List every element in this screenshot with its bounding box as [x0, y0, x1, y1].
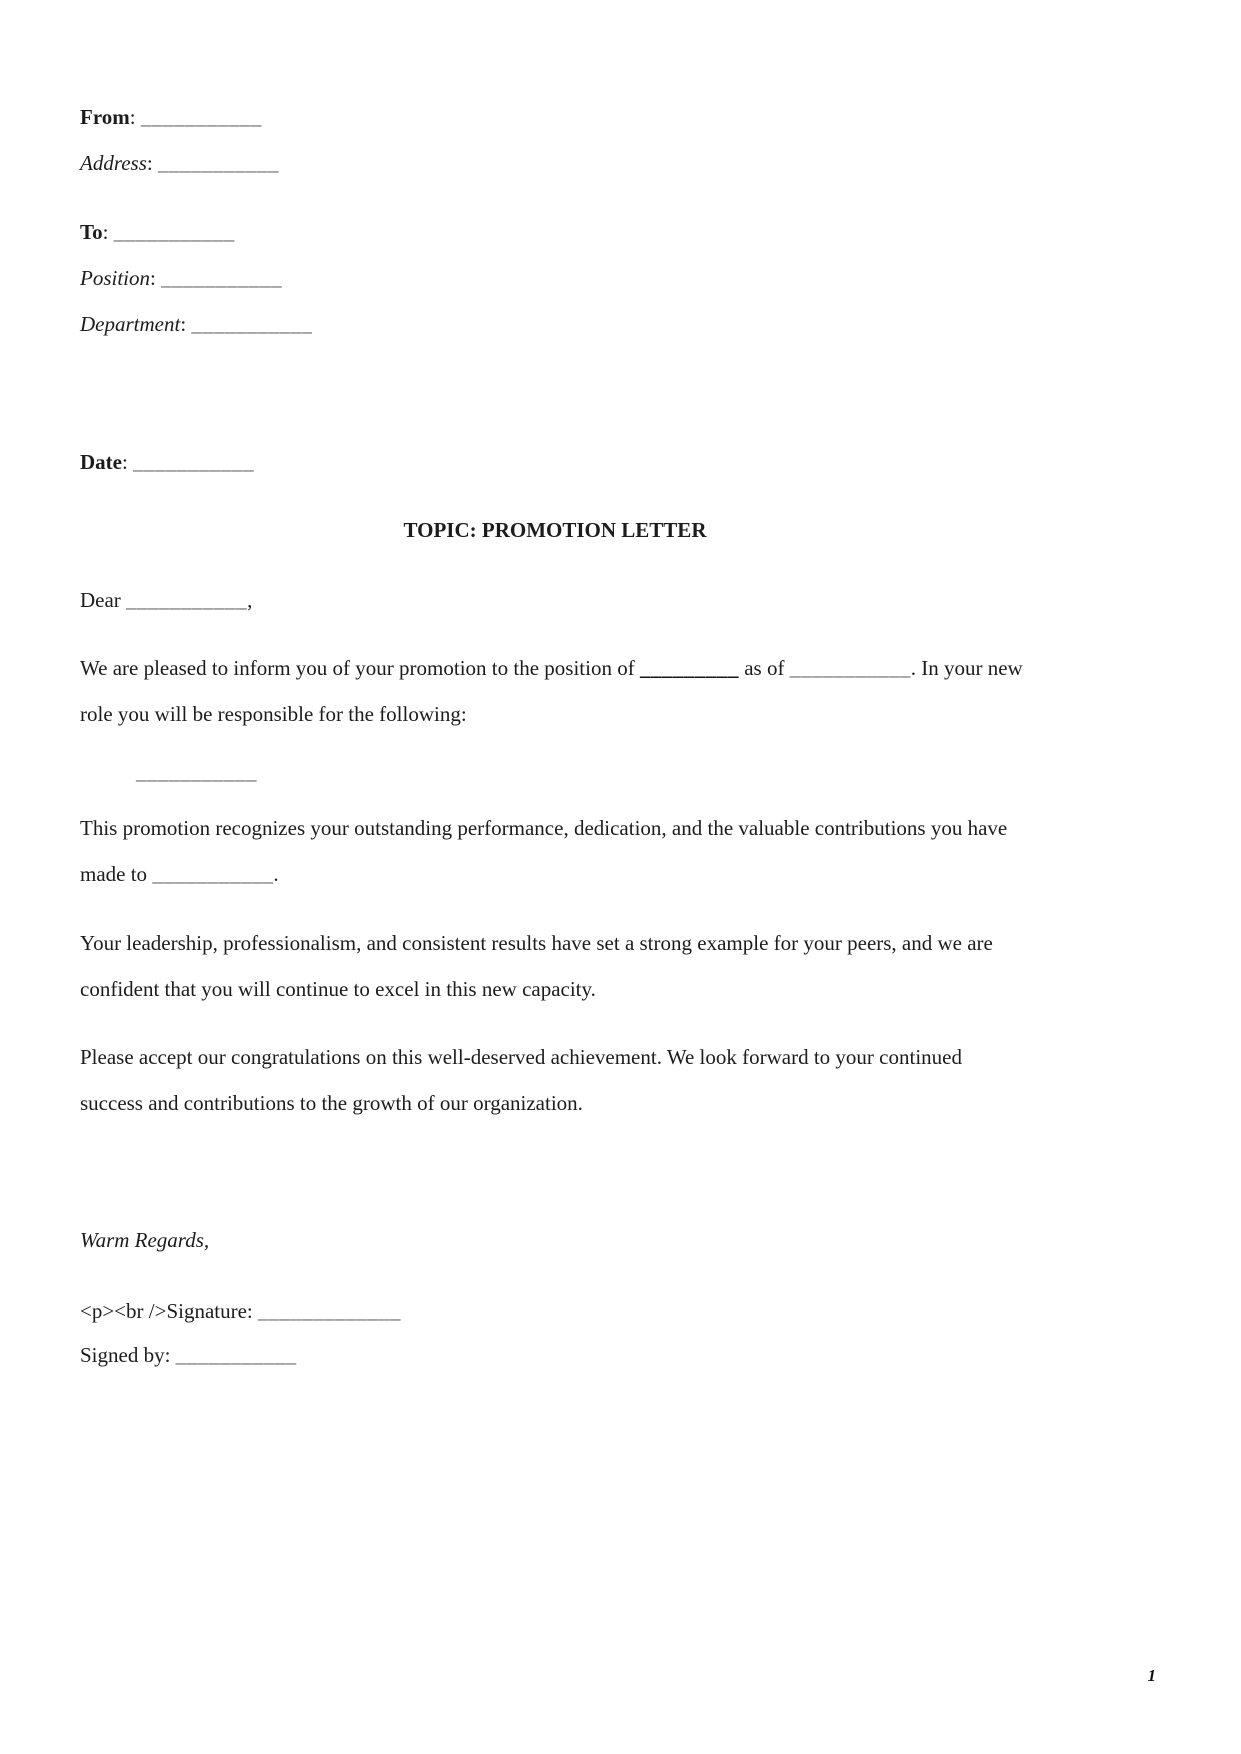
signature-label: Signature:: [166, 1299, 259, 1323]
date-colon: :: [121, 450, 134, 474]
p2-company-blank: ___________: [152, 862, 274, 886]
department-blank: ___________: [191, 312, 313, 336]
to-blank: ___________: [113, 220, 235, 244]
paragraph-leadership: Your leadership, professionalism, and consistent results have set a strong example for your peers, and we are confident that you will continue to excel in this new capacity.: [80, 931, 993, 1001]
signed-by-label: Signed by:: [80, 1343, 176, 1367]
from-line: [80, 94, 1030, 140]
to-line: [80, 209, 1030, 255]
paragraph-promotion-announcement: [80, 645, 1030, 737]
position-label: Position: [80, 266, 151, 290]
p1-text-1: We are pleased to inform you of your promotion to the position of: [80, 656, 640, 680]
address-line: [80, 140, 1030, 186]
salutation-blank: ___________: [126, 588, 248, 612]
letter-body: [80, 0, 1030, 1377]
to-label: To: [80, 220, 103, 244]
from-label: From: [80, 105, 130, 129]
responsibility-blank: ___________: [136, 760, 257, 784]
position-line: [80, 255, 1030, 301]
p1-date-blank: ___________: [789, 656, 911, 680]
signature-line: [80, 1289, 1030, 1333]
p2-text-2: .: [273, 862, 279, 886]
responsibility-blank-line: [80, 749, 1030, 795]
page-number: 1: [1147, 1666, 1156, 1685]
date-blank: ___________: [133, 450, 255, 474]
paragraph-recognition: [80, 805, 1030, 897]
salutation-comma: ,: [247, 588, 253, 612]
closing-regards: Warm Regards,: [80, 1228, 210, 1252]
department-colon: :: [180, 312, 192, 336]
position-colon: :: [150, 266, 162, 290]
p2-text-1: This promotion recognizes your outstanding performance, dedication, and the valuable contributions you have made to: [80, 816, 1008, 886]
to-block: [80, 209, 1030, 347]
signed-by-line: [80, 1333, 1030, 1377]
signature-blank: _____________: [258, 1299, 402, 1323]
signature-block: [80, 1289, 1030, 1377]
from-blank: ___________: [140, 105, 262, 129]
from-colon: :: [129, 105, 141, 129]
address-label: Address: [80, 151, 147, 175]
from-address-block: [80, 94, 1030, 186]
signed-by-blank: ___________: [175, 1343, 297, 1367]
signature-html-artifact: <p><br />: [80, 1299, 167, 1323]
to-colon: :: [102, 220, 114, 244]
p1-text-3: . In your new role you will be responsible for the following:: [80, 656, 1023, 726]
salutation-line: [80, 577, 1030, 623]
p1-position-blank: _________: [639, 656, 739, 680]
date-label: Date: [80, 450, 122, 474]
position-blank: ___________: [161, 266, 283, 290]
department-label: Department: [80, 312, 181, 336]
date-line: [80, 439, 1030, 485]
address-colon: :: [146, 151, 158, 175]
address-blank: ___________: [157, 151, 279, 175]
paragraph-congratulations: Please accept our congratulations on this well-deserved achievement. We look forward to your continued success and contributions to the growth of our organization.: [80, 1045, 962, 1115]
salutation-prefix: Dear: [80, 588, 127, 612]
letter-title: TOPIC: PROMOTION LETTER: [403, 518, 707, 542]
p1-text-2: as of: [738, 656, 790, 680]
department-line: [80, 301, 1030, 347]
